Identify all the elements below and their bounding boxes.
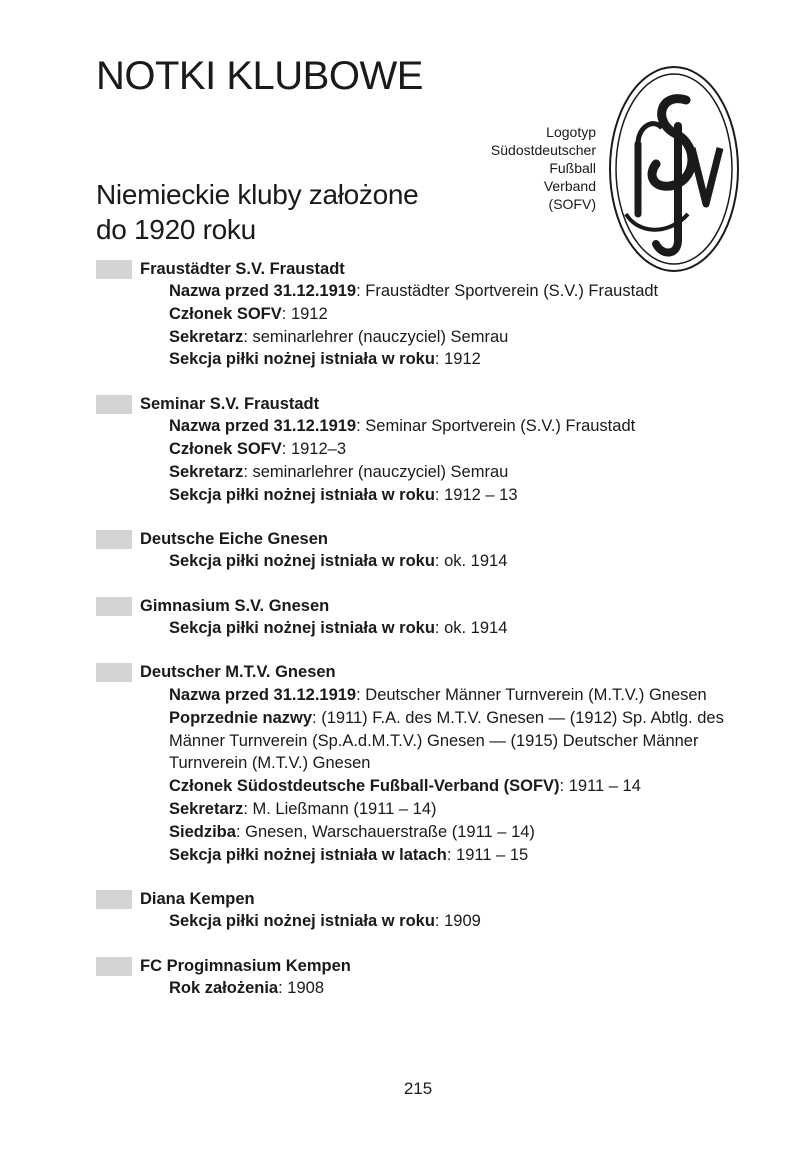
detail-label: Członek SOFV xyxy=(169,439,282,458)
club-entry xyxy=(96,888,756,933)
club-entry xyxy=(96,955,756,1000)
club-detail xyxy=(169,707,749,775)
detail-label: Nazwa przed 31.12.1919 xyxy=(169,685,357,704)
logo-caption xyxy=(491,123,596,213)
club-heading xyxy=(96,528,756,550)
club-detail xyxy=(169,550,749,573)
club-heading xyxy=(96,393,756,415)
detail-label: Sekretarz xyxy=(169,327,244,346)
club-entry xyxy=(96,662,756,866)
detail-label: Poprzednie nazwy xyxy=(169,708,313,727)
detail-value: : ok. 1914 xyxy=(434,552,508,571)
club-marker xyxy=(96,663,132,682)
club-detail xyxy=(169,348,749,371)
club-detail xyxy=(169,415,749,438)
club-marker xyxy=(96,260,132,279)
detail-value: : (1911) F.A. des M.T.V. Gnesen — (1912) Sp. Abtlg. des Männer Turnverein (Sp.A.d.M.T.V.) Gnesen — (1915) Deutscher Männer Turnverein (M.T.V.) Gnesen xyxy=(169,708,724,773)
detail-value: : Gnesen, Warschauerstraße (1911 – 14) xyxy=(235,822,535,841)
detail-label: Sekcja piłki nożnej istniała w roku xyxy=(169,619,435,638)
subtitle-line-1: Niemieckie kluby założone xyxy=(96,179,419,210)
club-name: FC Progimnasium Kempen xyxy=(140,956,351,975)
club-detail xyxy=(169,821,749,844)
detail-value: : seminarlehrer (nauczyciel) Semrau xyxy=(243,327,509,346)
club-marker xyxy=(96,530,132,549)
club-detail xyxy=(169,684,749,707)
club-detail xyxy=(169,303,749,326)
club-detail xyxy=(169,438,749,461)
detail-label: Sekcja piłki nożnej istniała w roku xyxy=(169,350,435,369)
detail-value: : Fraustädter Sportverein (S.V.) Fraustadt xyxy=(356,282,659,300)
detail-value: : 1908 xyxy=(278,979,324,998)
detail-value: : Deutscher Männer Turnverein (M.T.V.) Gnesen xyxy=(356,685,707,704)
logo-caption-line: Verband xyxy=(543,178,596,194)
club-detail xyxy=(169,280,749,303)
club-heading xyxy=(96,258,756,280)
detail-value: : 1912–3 xyxy=(281,439,347,458)
club-detail xyxy=(169,844,749,867)
club-detail xyxy=(169,775,749,798)
detail-value: : 1911 – 15 xyxy=(446,845,529,864)
detail-value: : 1911 – 14 xyxy=(559,777,641,796)
club-detail xyxy=(169,617,749,640)
club-heading xyxy=(96,662,756,684)
club-marker xyxy=(96,395,132,414)
club-heading xyxy=(96,955,756,977)
club-marker xyxy=(96,890,132,909)
logo-caption-line: Logotyp xyxy=(546,124,596,140)
club-detail xyxy=(169,484,749,507)
club-marker xyxy=(96,957,132,976)
logo-caption-line: Südostdeutscher xyxy=(490,142,596,158)
club-detail xyxy=(169,326,749,349)
page-title: NOTKI KLUBOWE xyxy=(96,54,423,98)
club-name: Fraustädter S.V. Fraustadt xyxy=(140,259,345,278)
section-subtitle xyxy=(96,177,418,247)
detail-label: Sekcja piłki nożnej istniała w roku xyxy=(169,552,435,571)
club-entry xyxy=(96,595,756,640)
club-name: Gimnasium S.V. Gnesen xyxy=(140,596,330,615)
detail-label: Sekretarz xyxy=(169,462,244,481)
club-entry xyxy=(96,528,756,573)
detail-label: Rok założenia xyxy=(169,979,279,998)
detail-label: Nazwa przed 31.12.1919 xyxy=(169,417,357,436)
logo-caption-line: (SOFV) xyxy=(548,196,596,212)
club-name: Deutsche Eiche Gnesen xyxy=(140,529,328,548)
logo-caption-line: Fußball xyxy=(549,160,596,176)
detail-value: : M. Ließmann (1911 – 14) xyxy=(243,799,437,818)
detail-value: : 1912 xyxy=(434,350,481,369)
club-entry xyxy=(96,258,756,371)
detail-value: : ok. 1914 xyxy=(434,619,508,638)
detail-value: : Seminar Sportverein (S.V.) Fraustadt xyxy=(356,417,636,436)
club-heading xyxy=(96,888,756,910)
detail-label: Sekretarz xyxy=(169,799,244,818)
detail-label: Sekcja piłki nożnej istniała w roku xyxy=(169,912,435,931)
subtitle-line-2: do 1920 roku xyxy=(96,214,256,245)
club-marker xyxy=(96,597,132,616)
club-detail xyxy=(169,798,749,821)
club-entry xyxy=(96,393,756,506)
club-detail xyxy=(169,461,749,484)
club-name: Seminar S.V. Fraustadt xyxy=(140,394,320,413)
detail-label: Sekcja piłki nożnej istniała w roku xyxy=(169,485,435,504)
page-number: 215 xyxy=(403,1079,433,1098)
club-list xyxy=(96,258,756,1022)
detail-value: : 1909 xyxy=(434,912,481,931)
sofv-logo xyxy=(608,64,740,274)
detail-value: : seminarlehrer (nauczyciel) Semrau xyxy=(243,462,509,481)
detail-label: Członek SOFV xyxy=(169,304,282,323)
detail-label: Członek Südostdeutsche Fußball-Verband (SOFV) xyxy=(169,777,560,796)
detail-value: : 1912 – 13 xyxy=(434,485,518,504)
club-detail xyxy=(169,910,749,933)
club-detail xyxy=(169,977,749,1000)
club-name: Deutscher M.T.V. Gnesen xyxy=(140,663,336,682)
club-name: Diana Kempen xyxy=(140,889,255,908)
detail-value: : 1912 xyxy=(281,304,328,323)
detail-label: Sekcja piłki nożnej istniała w latach xyxy=(169,845,447,864)
detail-label: Nazwa przed 31.12.1919 xyxy=(169,282,357,300)
detail-label: Siedziba xyxy=(169,822,236,841)
club-heading xyxy=(96,595,756,617)
